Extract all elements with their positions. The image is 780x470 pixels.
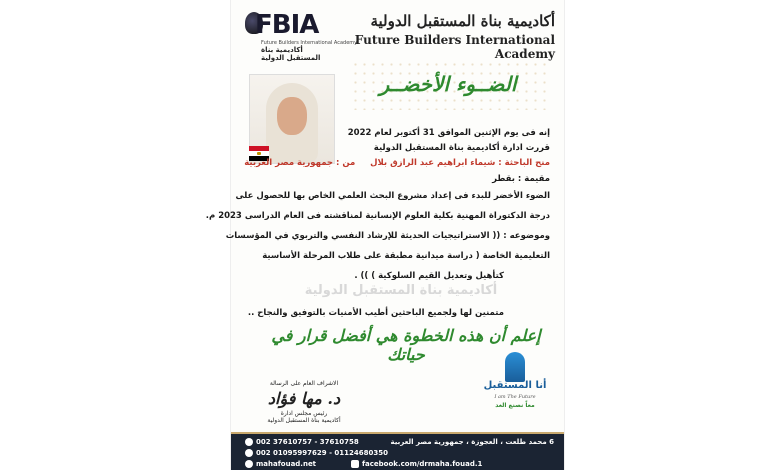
watermark-text: أكاديمية بناة المستقبل الدولية — [304, 283, 498, 298]
motivational-quote: إعلم أن هذه الخطوة هي أفضل قرار في حياتك — [271, 326, 541, 364]
phone-line-2: 002 01095997629 - 01124680350 — [245, 449, 388, 457]
mobile-icon — [245, 449, 253, 457]
phone-line-1: 002 37610757 - 37610758 — [245, 438, 359, 446]
decision-line: قررت ادارة أكاديمية بناة المستقبل الدولية — [373, 143, 550, 153]
website-link[interactable]: mahafouad.net — [245, 460, 316, 468]
certificate — [205, 0, 565, 470]
future-logo — [483, 352, 547, 412]
signature-block — [249, 380, 359, 424]
facebook-icon — [351, 460, 359, 468]
grant-line: الضوء الأخضر للبدء فى إعداد مشروع البحث العلمي الخاص بها للحصول على — [235, 191, 550, 201]
researcher-name: منح الباحثة : شيماء ابراهيم عبد الرازق بلال — [370, 158, 550, 168]
footer — [231, 432, 564, 470]
globe-icon — [245, 460, 253, 468]
facebook-link[interactable]: facebook.com/drmaha.fouad.1 — [351, 460, 482, 468]
academy-title-ar: أكاديمية بناة المستقبل الدولية — [370, 12, 555, 30]
future-logo-en: I am The Future — [494, 394, 536, 400]
future-logo-tagline: معاً نصنع الغد — [495, 402, 535, 409]
logo-text: FBIA — [255, 10, 319, 40]
academy-title-en: Future Builders International Academy — [354, 33, 555, 61]
topic-line-2: التعليمية الخاصة ( دراسة ميدانية مطبقة على طلاب المرحلة الأساسية — [262, 251, 550, 261]
residence-line: مقيمة : بقطر — [492, 174, 550, 184]
address-line: 6 محمد طلعت ، العجوزة ، جمهورية مصر العربية — [390, 438, 554, 446]
signature-org: أكاديمية بناة المستقبل الدولية — [267, 417, 341, 424]
signature-label: الاشراف العام على الرسالة — [269, 380, 339, 387]
date-line: إنه فى يوم الإثنين الموافق 31 أكتوبر لعام 2022 — [347, 128, 550, 138]
phone-icon — [245, 438, 253, 446]
signature-role: رئيس مجلس ادارة — [280, 410, 328, 417]
signature: د. مها فؤاد — [267, 389, 341, 408]
topic-line-1: وموضوعه : (( الاستراتيجيات الحديثة للإرشاد النفسي والتربوي في المؤسسات — [225, 231, 550, 241]
certificate-title: الضــوء الأخضــر — [379, 72, 517, 96]
logo-subtitle-ar: أكاديمية بناة المستقبل الدولية — [261, 46, 321, 62]
researcher-line — [244, 158, 550, 168]
topic-line-3: كتأهيل وتعديل القيم السلوكية ) )) . — [354, 271, 504, 281]
future-logo-ar: أنا المستقبل — [483, 380, 547, 391]
researcher-country: من : جمهورية مصر العربية — [244, 158, 356, 168]
wishes-line: متمنين لها ولجميع الباحثين أطيب الأمنيات بالتوفيق والنجاح .. — [247, 308, 504, 318]
logo-subtitle-en: Future Builders International Academy — [261, 40, 358, 46]
degree-line: درجة الدكتوراة المهنية بكلية العلوم الإنسانية لمناقشته فى العام الدراسى 2023 م. — [205, 211, 550, 221]
